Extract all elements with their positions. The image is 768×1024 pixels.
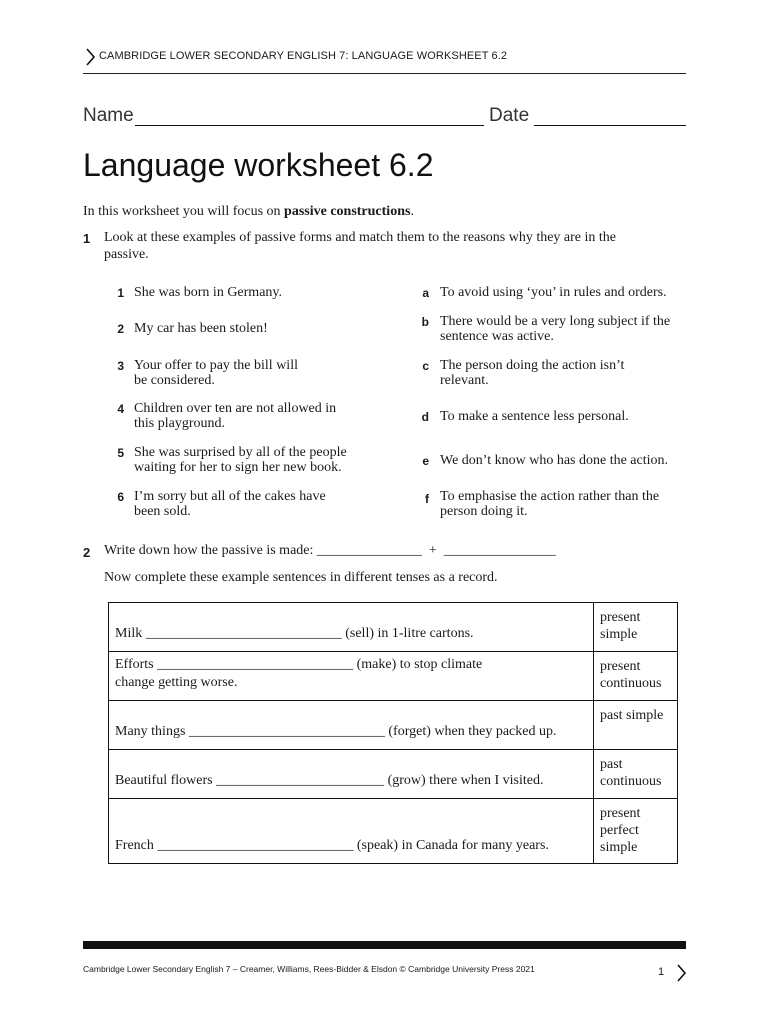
- example-number: 1: [117, 286, 124, 300]
- sentence-line: Many things ____________________________ (forget) when they packed up.: [115, 724, 557, 739]
- table-row: [109, 750, 678, 799]
- sentence-cell[interactable]: [109, 799, 594, 864]
- sentence-line: Efforts ____________________________ (make) to stop climate: [115, 657, 483, 672]
- series-title: CAMBRIDGE LOWER SECONDARY ENGLISH 7: LANGUAGE WORKSHEET 6.2: [99, 50, 508, 62]
- tense-cell: [594, 750, 678, 799]
- example-item: [134, 401, 374, 431]
- table-row: [109, 799, 678, 864]
- example-line: this playground.: [134, 416, 225, 431]
- chevron-right-icon: [83, 47, 97, 67]
- reason-item: [440, 314, 685, 344]
- table-row: [109, 701, 678, 750]
- example-item: [134, 358, 374, 388]
- example-line: waiting for her to sign her new book.: [134, 460, 342, 475]
- sentence-line: Milk ____________________________ (sell) in 1-litre cartons.: [115, 626, 474, 641]
- tense-line: present: [600, 806, 641, 821]
- sentence-cell[interactable]: [109, 750, 594, 799]
- intro-text: [83, 204, 414, 220]
- question-1-text: Look at these examples of passive forms and match them to the reasons why they are in the passive.: [104, 230, 617, 262]
- example-line: be considered.: [134, 373, 215, 388]
- page-number: 1: [658, 966, 665, 978]
- question-2-subtext: Now complete these example sentences in different tenses as a record.: [104, 570, 498, 585]
- name-field[interactable]: [135, 125, 484, 126]
- example-line: I’m sorry but all of the cakes have: [134, 489, 326, 504]
- tense-line: simple: [600, 627, 638, 642]
- header-divider: [83, 73, 686, 74]
- sentence-cell[interactable]: [109, 701, 594, 750]
- tense-cell: [594, 603, 678, 652]
- reason-line: To make a sentence less personal.: [440, 409, 629, 424]
- tense-cell: [594, 799, 678, 864]
- example-line: Your offer to pay the bill will: [134, 358, 298, 373]
- example-number: 4: [117, 402, 124, 416]
- tense-line: perfect: [600, 823, 639, 838]
- tense-line: present: [600, 659, 641, 674]
- example-number: 2: [117, 322, 124, 336]
- table-row: [109, 652, 678, 701]
- example-item: [134, 321, 374, 336]
- example-item: [134, 445, 374, 475]
- date-field[interactable]: [534, 125, 686, 126]
- sentence-cell[interactable]: [109, 603, 594, 652]
- reason-line: To emphasise the action rather than the: [440, 489, 660, 504]
- tenses-table: [108, 602, 678, 864]
- chevron-right-icon[interactable]: [674, 962, 688, 984]
- intro-focus: passive constructions: [284, 204, 411, 219]
- tense-line: past: [600, 757, 623, 772]
- page-title: Language worksheet 6.2: [83, 147, 434, 183]
- sentence-cell[interactable]: [109, 652, 594, 701]
- example-number: 3: [117, 359, 124, 373]
- name-label: Name: [83, 105, 134, 126]
- tense-cell: [594, 701, 678, 750]
- tense-line: present: [600, 610, 641, 625]
- footer-credit: Cambridge Lower Secondary English 7 – Creamer, Williams, Rees-Bidder & Elsdon © Cambridge University Press 2021: [83, 964, 535, 974]
- reason-item: [440, 358, 685, 388]
- example-item: [134, 285, 374, 300]
- reason-line: person doing it.: [440, 504, 528, 519]
- question-1-number: 1: [83, 231, 91, 246]
- intro-text-start: In this worksheet you will focus on: [83, 204, 285, 219]
- example-number: 5: [117, 446, 124, 460]
- reason-letter: e: [422, 454, 429, 468]
- example-line: Children over ten are not allowed in: [134, 401, 337, 416]
- tense-line: simple: [600, 840, 638, 855]
- question-2-text[interactable]: Write down how the passive is made: _______________ + ________________: [104, 543, 556, 558]
- reason-item: [440, 285, 685, 300]
- reason-line: The person doing the action isn’t: [440, 358, 625, 373]
- example-line: My car has been stolen!: [134, 321, 268, 336]
- reason-line: There would be a very long subject if the: [440, 314, 671, 329]
- reason-letter: a: [422, 286, 429, 300]
- reason-item: [440, 489, 685, 519]
- reason-line: To avoid using ‘you’ in rules and orders.: [440, 285, 667, 300]
- sentence-line: French ____________________________ (speak) in Canada for many years.: [115, 838, 549, 853]
- table-row: [109, 603, 678, 652]
- reason-line: We don’t know who has done the action.: [440, 453, 669, 468]
- reason-letter: f: [425, 492, 429, 506]
- reason-line: relevant.: [440, 373, 489, 388]
- reason-letter: d: [421, 410, 429, 424]
- sentence-line: Beautiful flowers ________________________ (grow) there when I visited.: [115, 773, 544, 788]
- reason-letter: c: [422, 359, 429, 373]
- example-item: [134, 489, 374, 519]
- reason-item: [440, 409, 685, 424]
- example-line: She was surprised by all of the people: [134, 445, 347, 460]
- question-2-number: 2: [83, 545, 91, 560]
- example-line: She was born in Germany.: [134, 285, 283, 300]
- tense-line: past simple: [600, 708, 664, 723]
- intro-text-end: .: [410, 204, 414, 219]
- reason-letter: b: [421, 315, 429, 329]
- example-line: been sold.: [134, 504, 191, 519]
- footer-bar: [83, 941, 686, 949]
- tense-cell: [594, 652, 678, 701]
- date-label: Date: [489, 105, 530, 126]
- tense-line: continuous: [600, 774, 662, 789]
- reason-item: [440, 453, 685, 468]
- reason-line: sentence was active.: [440, 329, 554, 344]
- tense-line: continuous: [600, 676, 662, 691]
- example-number: 6: [117, 490, 124, 504]
- sentence-line: change getting worse.: [115, 675, 238, 690]
